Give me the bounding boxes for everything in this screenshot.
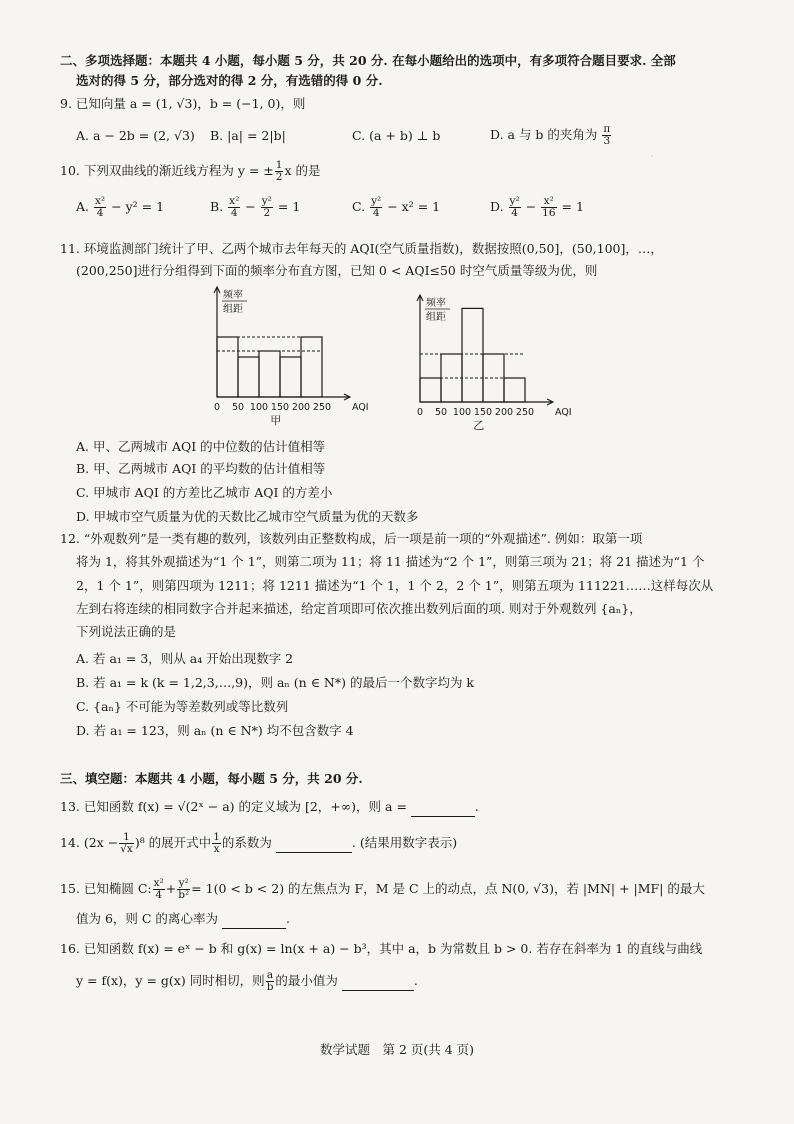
page-footer: 数学试题 第 2 页(共 4 页) [319,1042,475,1057]
bar-(0,50] [217,337,238,397]
chart-title: 甲 [270,414,282,427]
q14-answer-blank[interactable] [276,834,352,853]
q10-stem-fraction: $\frac{1}{2}$ [275,159,283,183]
tick-label-50: 50 [231,402,245,413]
q10-option-d: D. $\frac{\text{y²}}{4}$ − $\frac{\text{x²}}{16}$ = 1 [490,195,584,219]
q9-option-d [490,124,612,147]
q9-option-b: B. |a| = 2|b| [210,128,286,143]
section2-heading: 二、多项选择题：本题共 4 小题，每小题 5 分，共 20 分. 在每小题给出的选项中，有多项符合题目要求. 全部 [60,53,676,68]
q13-answer-blank[interactable] [411,798,475,817]
q12-option-d: D. 若 a₁ = 123，则 aₙ (n ∈ N*) 均不包含数字 4 [76,723,354,738]
q9-option-a: A. a − 2b = (2, √3) [76,128,195,143]
q11-option-c: C. 甲城市 AQI 的方差比乙城市 AQI 的方差小 [76,485,333,500]
y-axis-label-top: 频率 [426,298,446,309]
histogram-yi [405,290,605,440]
tick-label-200: 200 [494,407,514,418]
q11-line2: (200,250]进行分组得到下面的频率分布直方图，已知 0 < AQI≤50 时空气质量等级为优，则 [76,263,598,278]
y-axis-label-top: 频率 [223,290,243,301]
chart-title: 乙 [473,419,485,432]
tick-label-200: 200 [291,402,311,413]
q9-stem: 9. 已知向量 a = (1, √3)，b = (−1, 0)，则 [60,96,306,111]
q12-line3: 2，1 个 1”，则第四项为 1211；将 1211 描述为“1 个 1，1 个 2，2 个 1”，则第五项为 111221……这样每次从 [76,578,714,593]
q15-line1: 15. 已知椭圆 C: $\frac{\text{x²}}{4}$ + $\frac{\text{y²}}{\text{b²}}$ = 1(0 < b < 2) 的左焦点为 F，M 是 C 上的动点，点 N(0, √3)，若 |MN| + |MF| 的最大 [60,877,705,901]
q10-option-a: A. $\frac{\text{x²}}{4}$ − y² = 1 [76,195,165,219]
tick-label-100: 100 [249,402,269,413]
q15-answer-blank[interactable] [222,910,286,929]
q12-option-b: B. 若 a₁ = k (k = 1,2,3,…,9)，则 aₙ (n ∈ N*) 的最后一个数字均为 k [76,675,475,690]
section2-heading-cont: 选对的得 5 分，部分选对的得 2 分，有选错的得 0 分. [76,73,383,88]
bar-(100,150] [462,308,483,402]
x-axis-label: AQI [555,407,572,418]
q12-line1: 12. “外观数列”是一类有趣的数列，该数列由正整数构成，后一项是前一项的“外观描述”. 例如：取第一项 [60,531,643,546]
q12-line5: 下列说法正确的是 [76,624,177,639]
q16-answer-blank[interactable] [342,972,414,991]
bar-(200,250] [301,337,322,397]
q12-option-c: C. {aₙ} 不可能为等差数列或等比数列 [76,699,289,714]
tick-label-150: 150 [270,402,290,413]
q11-option-a: A. 甲、乙两城市 AQI 的中位数的估计值相等 [76,439,326,454]
tick-label-250: 250 [312,402,332,413]
q9-option-d-fraction: $\frac{\pi}{3}$ [603,123,611,147]
tick-label-0: 0 [213,402,221,413]
tick-label-50: 50 [434,407,448,418]
y-axis-label-bottom: 组距 [426,312,446,323]
bleed-through-text: · [650,150,654,163]
q11-option-d: D. 甲城市空气质量为优的天数比乙城市空气质量为优的天数多 [76,509,419,524]
q12-option-a: A. 若 a₁ = 3，则从 a₄ 开始出现数字 2 [76,651,294,666]
q12-line2: 将为 1，将其外观描述为“1 个 1”，则第二项为 11；将 11 描述为“2 个 1”，则第三项为 21；将 21 描述为“1 个 [76,554,705,569]
q16-line2: y = f(x)，y = g(x) 同时相切，则 $\frac{a}{b}$ 的最小值为 . [76,969,418,993]
q9-option-c: C. (a + b) ⊥ b [352,128,441,143]
section3-heading: 三、填空题：本题共 4 小题，每小题 5 分，共 20 分. [60,771,363,786]
tick-label-100: 100 [452,407,472,418]
tick-label-0: 0 [416,407,424,418]
bar-(50,100] [238,357,259,397]
q15-line2: 值为 6，则 C 的离心率为 . [76,910,290,929]
q12-line4: 左到右将连续的相同数字合并起来描述，给定首项即可依次推出数列后面的项. 则对于外观数列 {aₙ}， [76,601,642,616]
bar-(100,150] [259,351,280,397]
q11-line1: 11. 环境监测部门统计了甲、乙两个城市去年每天的 AQI(空气质量指数)，数据按照(0,50]，(50,100]，…， [60,241,663,256]
q10-option-c: C. $\frac{\text{y²}}{4}$ − x² = 1 [352,195,441,219]
q16-line1: 16. 已知函数 f(x) = eˣ − b 和 g(x) = ln(x + a) − b³，其中 a，b 为常数且 b > 0. 若存在斜率为 1 的直线与曲线 [60,941,703,956]
x-axis-label: AQI [352,402,369,413]
q9-option-d-text: D. a 与 b 的夹角为 [490,127,598,142]
y-axis-label-bottom: 组距 [223,304,243,315]
tick-label-250: 250 [515,407,535,418]
q13: 13. 已知函数 f(x) = √(2ˣ − a) 的定义域为 [2，+∞)，则 a = . [60,798,479,817]
bar-(0,50] [420,378,441,402]
q10-stem: 10. 下列双曲线的渐近线方程为 y = ± $\frac{1}{2}$ x 的是 [60,159,321,183]
tick-label-150: 150 [473,407,493,418]
q10-option-b: B. $\frac{\text{x²}}{4}$ − $\frac{\text{y²}}{2}$ = 1 [210,195,301,219]
bar-(150,200] [280,357,301,397]
bar-(200,250] [504,378,525,402]
q14: 14. (2x − $\frac{1}{√x}$ )⁸ 的展开式中 $\frac{1}{x}$ 的系数为 . (结果用数字表示) [60,831,458,855]
q11-option-b: B. 甲、乙两城市 AQI 的平均数的估计值相等 [76,461,326,476]
histogram-jia [195,282,395,434]
